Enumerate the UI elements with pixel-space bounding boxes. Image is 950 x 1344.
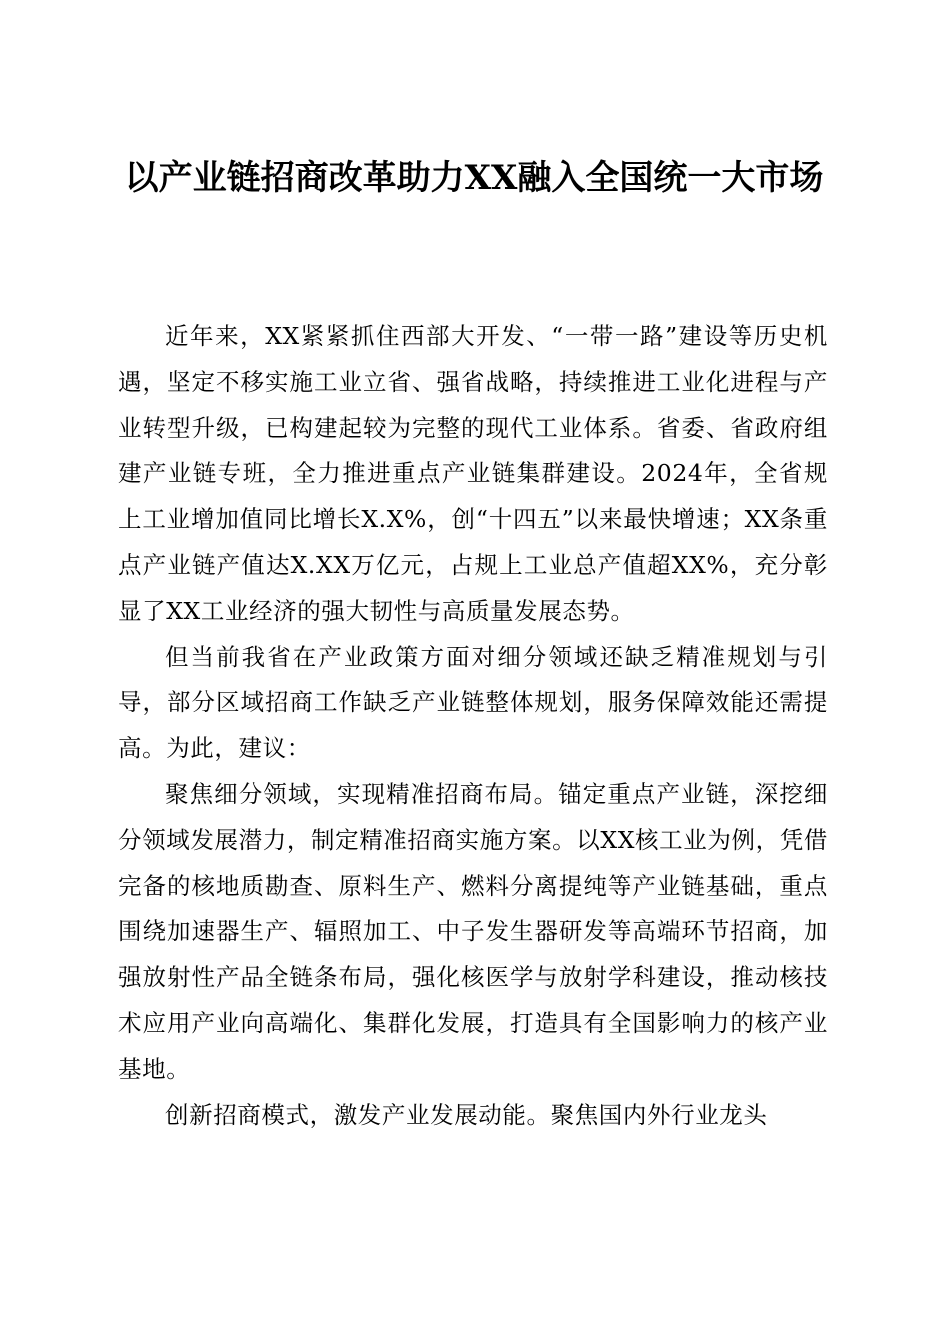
paragraph-suggestion-1: 聚焦细分领域，实现精准招商布局。锚定重点产业链，深挖细分领域发展潜力，制定精准招商实施方案。以XX核工业为例，凭借完备的核地质勘查、原料生产、燃料分离提纯等产业链基础，重点围绕加速器生产、辐照加工、中子发生器研发等高端环节招商，加强放射性产品全链条布局，强化核医学与放射学科建设，推动核技术应用产业向高端化、集群化发展，打造具有全国影响力的核产业基地。 <box>118 779 828 1083</box>
paragraph-suggestion-2: 创新招商模式，激发产业发展动能。聚焦国内外行业龙头 <box>165 1100 768 1129</box>
paragraph-problem: 但当前我省在产业政策方面对细分领域还缺乏精准规划与引导，部分区域招商工作缺乏产业链整体规划，服务保障效能还需提高。为此，建议： <box>118 642 828 763</box>
document-title: 以产业链招商改革助力XX融入全国统一大市场 <box>124 158 824 198</box>
document-body <box>118 314 828 1138</box>
paragraph-intro: 近年来，XX紧紧抓住西部大开发、“一带一路”建设等历史机遇，坚定不移实施工业立省、强省战略，持续推进工业化进程与产业转型升级，已构建起较为完整的现代工业体系。省委、省政府组建产业链专班，全力推进重点产业链集群建设。2024年，全省规上工业增加值同比增长X.X%，创“十四五”以来最快增速；XX条重点产业链产值达X.XX万亿元，占规上工业总产值超XX%，充分彰显了XX工业经济的强大韧性与高质量发展态势。 <box>118 322 828 625</box>
